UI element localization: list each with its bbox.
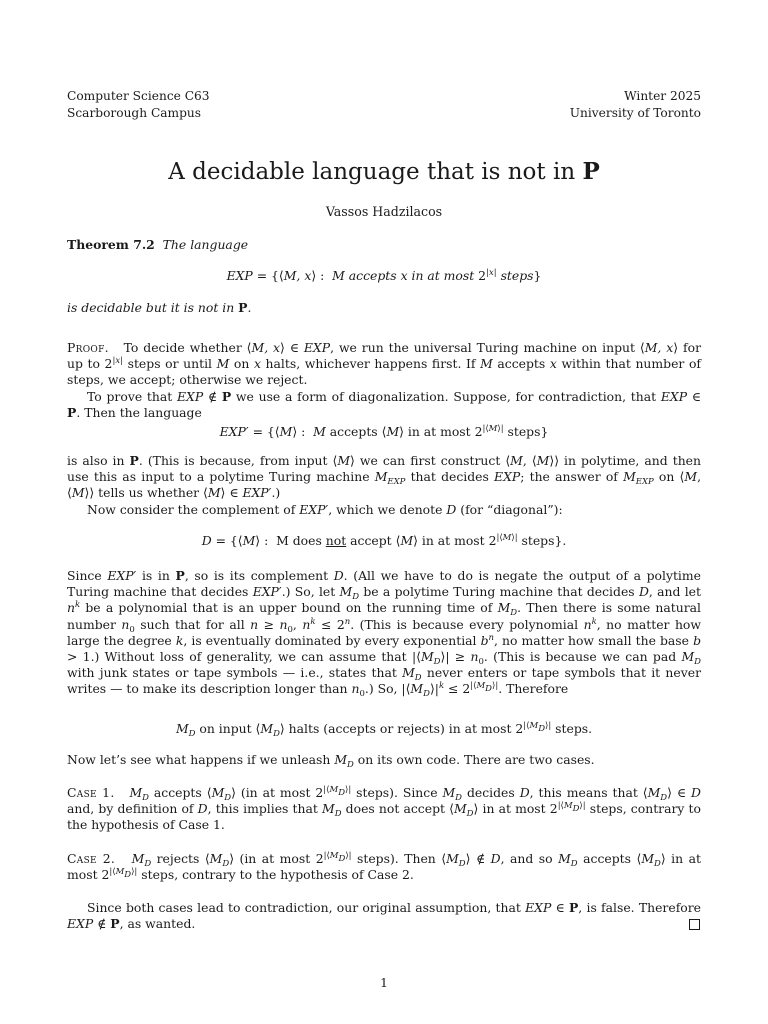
term: Winter 2025 [624,89,701,103]
author: Vassos Hadzilacos [325,204,443,219]
md-halts-statement: $M_D$ on input $⟨M_D⟩$ halts (accepts or rejects) in at most $2^{|⟨M_D⟩|}$ steps. [175,721,593,739]
theorem-label: Theorem 7.2 [67,237,155,252]
course-header [67,88,210,121]
exp-prime-definition: EXP′ = {⟨M⟩ : M accepts ⟨M⟩ in at most $2^{|⟨M⟩|}$ steps} [219,424,549,439]
exp-definition: EXP = {⟨M, x⟩ : M accepts x in at most $2^{|x|}$ steps} [226,268,542,283]
page-number: 1 [380,976,388,990]
d-definition: D = {⟨M⟩ : M does not accept ⟨M⟩ in at most $2^{|⟨M⟩|}$ steps}. [201,533,567,548]
course-name: Computer Science C63 [67,89,210,103]
title-text: A decidable language that is not in [168,159,576,185]
proof-label: Proof. [67,340,109,355]
term-header [570,88,701,121]
campus-name: Scarborough Campus [67,105,201,120]
proof-paragraph-4: Now consider the complement of EXP′, which we denote D (for “diagonal”): [87,502,563,517]
proof-conclusion: Since both cases lead to contradiction, our original assumption, that EXP ∈ P, is false. Therefore EXP ∉ P, as wanted. [67,900,701,932]
theorem-intro: The language [162,237,249,252]
proof-paragraph-2: To prove that EXP ∉ P we use a form of diagonalization. Suppose, for contradiction, that EXP ∈ P. Then the language [67,389,701,421]
case-2-label: Case 2. [67,851,116,866]
case-1: Case 1. $M_D$ accepts $⟨M_D⟩$ (in at most $2^{|⟨M_D⟩|}$ steps). Since $M_D$ decides D, this means that $⟨M_D⟩$ ∈ D and, by definition of D, this implies that $M_D$ does not accept $⟨M_D⟩$ in at most $2^{|⟨M_D⟩|}$ steps, contrary to the hypothesis of Case 1. [67,785,701,833]
qed-icon [689,919,700,930]
case-1-label: Case 1. [67,785,115,800]
title-bold-p: P [582,158,600,185]
proof-paragraph-5: Since EXP′ is in P, so is its complement D. (All we have to do is negate the output of a polytime Turing machine that decides EXP′.) So, let $M_D$ be a polytime Turing machine that decides D, and let $n^k$ be a polynomial that is an upper bound on the running time of $M_D$. Then there is some natural number $n_0$ such that for all $n \ge n_0$, $n^k \le 2^n$. (This is because every polynomial $n^k$, no matter how large the degree k, is eventually dominated by every exponential $b^n$, no matter how small the base b > 1.) Without loss of generality, we can assume that $|⟨M_D⟩| \ge n_0$. (This is because we can pad $M_D$ with junk states or tape symbols — i.e., states that $M_D$ never enters or tape symbols that it never writes — to make its description longer than $n_0$.) So, $|⟨M_D⟩|^k \le 2^{|⟨M_D⟩|}$. Therefore [67,568,702,700]
university: University of Toronto [569,105,701,120]
case-2: Case 2. $M_D$ rejects $⟨M_D⟩$ (in at most $2^{|⟨M_D⟩|}$ steps). Then $⟨M_D⟩$ ∉ D, and so $M_D$ accepts $⟨M_D⟩$ in at most $2^{|⟨M_D⟩|}$ steps, contrary to the hypothesis of Case 2. [67,851,701,883]
theorem-statement [67,237,701,253]
proof-paragraph-1: Proof. To decide whether ⟨M, x⟩ ∈ EXP, we run the universal Turing machine on input ⟨M, x⟩ for up to $2^{|x|}$ steps or until M on x halts, whichever happens first. If M accepts x within that number of steps, we accept; otherwise we reject. [67,340,701,388]
paper-title [0,157,768,187]
proof-paragraph-3: is also in P. (This is because, from input ⟨M⟩ we can first construct ⟨M, ⟨M⟩⟩ in polytime, and then use this as input to a polytime Turing machine $M_{EXP}$ that decides EXP; the answer of $M_{EXP}$ on ⟨M, ⟨M⟩⟩ tells us whether ⟨M⟩ ∈ EXP′.) [67,453,702,501]
proof-paragraph-6: Now let’s see what happens if we unleash $M_D$ on its own code. There are two cases. [67,752,595,770]
theorem-conclusion: is decidable but it is not in P. [67,300,252,315]
